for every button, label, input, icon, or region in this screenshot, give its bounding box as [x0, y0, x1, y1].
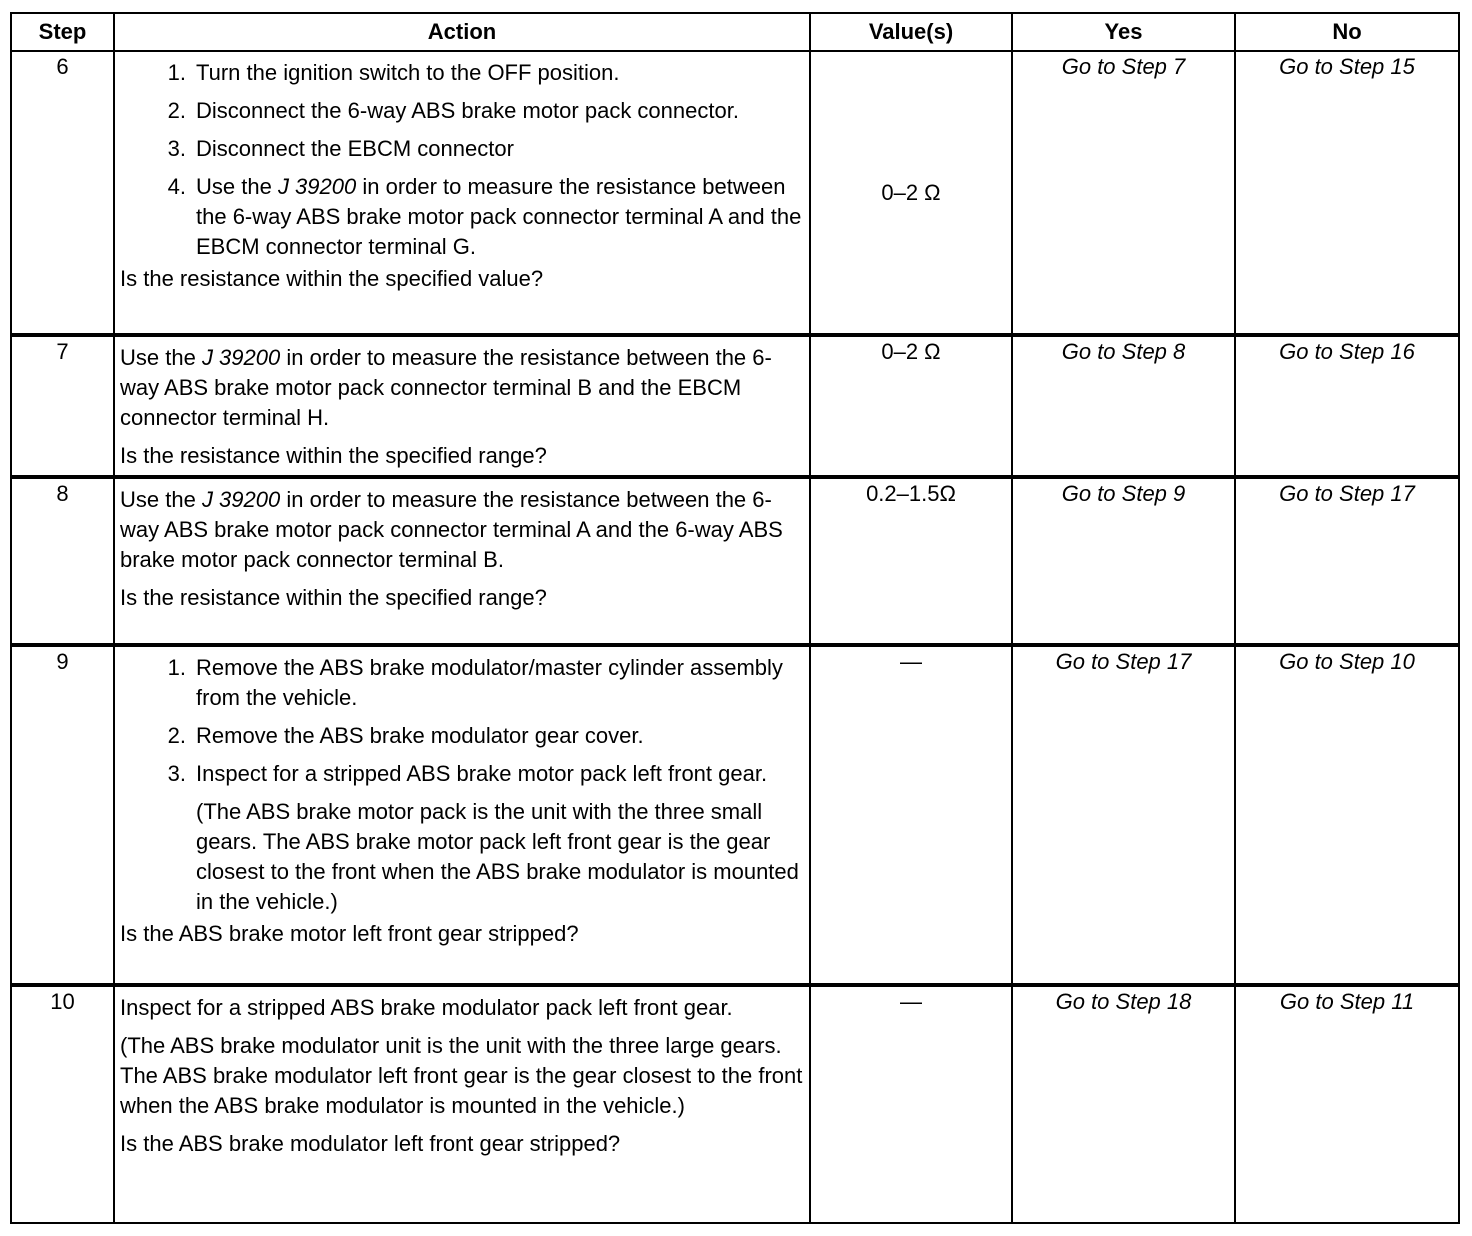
value-text: 0–2 Ω — [810, 335, 1012, 477]
action-step-text: Remove the ABS brake modulator gear cover. — [196, 723, 644, 748]
no-link[interactable]: Go to Step 15 — [1235, 51, 1459, 335]
note-text: (The ABS brake modulator unit is the unit with the three large gears. The ABS brake modulator left front gear is the gear closest to the front when the ABS brake modulator is mounted in the vehicle.) — [120, 1033, 803, 1118]
text-fragment: Use the — [120, 487, 202, 512]
text-fragment: Use the — [120, 345, 202, 370]
step-number: 7 — [11, 335, 114, 477]
question-text: Is the resistance within the specified value? — [120, 266, 544, 291]
table-row — [11, 477, 1459, 645]
no-link[interactable]: Go to Step 17 — [1235, 477, 1459, 645]
header-step: Step — [11, 13, 114, 51]
header-yes: Yes — [1012, 13, 1235, 51]
action-cell — [114, 645, 810, 985]
value-text: 0.2–1.5Ω — [810, 477, 1012, 645]
action-step — [120, 96, 803, 126]
header-no: No — [1235, 13, 1459, 51]
value-cell — [810, 51, 1012, 335]
header-row — [11, 13, 1459, 51]
diagnostic-table — [10, 12, 1460, 1224]
text-fragment: in order to measure the resistance between the 6-way ABS brake motor pack connector terminal A and the 6-way ABS brake motor pack connector terminal B. — [120, 487, 783, 572]
step-number: 6 — [11, 51, 114, 335]
action-step-text: Disconnect the EBCM connector — [196, 136, 514, 161]
action-step — [120, 134, 803, 164]
action-step-text: Inspect for a stripped ABS brake motor pack left front gear. — [196, 761, 768, 786]
action-text — [120, 343, 803, 433]
action-cell — [114, 477, 810, 645]
text-fragment: in order to measure the resistance between the 6-way ABS brake motor pack connector terminal A and the EBCM connector terminal G. — [196, 174, 802, 259]
action-step-number: 3. — [167, 761, 186, 786]
action-step — [120, 759, 803, 789]
action-step — [120, 172, 803, 262]
no-link[interactable]: Go to Step 11 — [1235, 985, 1459, 1223]
question-text: Is the ABS brake motor left front gear stripped? — [120, 921, 579, 946]
table-row — [11, 335, 1459, 477]
action-cell — [114, 985, 810, 1223]
action-cell — [114, 51, 810, 335]
yes-link[interactable]: Go to Step 8 — [1012, 335, 1235, 477]
question-text: Is the resistance within the specified range? — [120, 443, 547, 468]
action-step — [120, 721, 803, 751]
action-step-number: 1. — [167, 655, 186, 680]
diagnostic-page — [10, 12, 1458, 1224]
question-text: Is the resistance within the specified range? — [120, 585, 547, 610]
step-number: 9 — [11, 645, 114, 985]
value-text: — — [810, 985, 1012, 1223]
yes-link[interactable]: Go to Step 17 — [1012, 645, 1235, 985]
question-text: Is the ABS brake modulator left front gear stripped? — [120, 1131, 621, 1156]
action-step-number: 3. — [167, 136, 186, 161]
yes-link[interactable]: Go to Step 18 — [1012, 985, 1235, 1223]
table-row — [11, 645, 1459, 985]
step-number: 10 — [11, 985, 114, 1223]
yes-link[interactable]: Go to Step 7 — [1012, 51, 1235, 335]
text-fragment: in order to measure the resistance between the 6-way ABS brake motor pack connector terminal B and the EBCM connector terminal H. — [120, 345, 772, 430]
no-link[interactable]: Go to Step 16 — [1235, 335, 1459, 477]
action-step-text: Disconnect the 6-way ABS brake motor pack connector. — [196, 98, 739, 123]
action-step-text: Remove the ABS brake modulator/master cylinder assembly from the vehicle. — [196, 655, 783, 710]
action-step — [120, 653, 803, 713]
action-step-number: 1. — [167, 60, 186, 85]
action-step — [120, 58, 803, 88]
tool-name: J 39200 — [201, 345, 281, 370]
value-text: — — [810, 645, 1012, 985]
header-action: Action — [114, 13, 810, 51]
action-step-text — [196, 172, 803, 262]
action-step-number: 2. — [167, 98, 186, 123]
action-step-number: 4. — [167, 174, 186, 199]
table-row — [11, 51, 1459, 335]
action-step-number: 2. — [167, 723, 186, 748]
text-fragment: Use the — [196, 174, 278, 199]
tool-name: J 39200 — [201, 487, 281, 512]
value-text: 0–2 Ω — [881, 180, 941, 205]
table-row — [11, 985, 1459, 1223]
note-text: (The ABS brake motor pack is the unit with the three small gears. The ABS brake motor pack left front gear is the gear closest to the front when the ABS brake modulator is mounted in the vehicle.) — [196, 799, 799, 914]
action-text: Inspect for a stripped ABS brake modulator pack left front gear. — [120, 995, 733, 1020]
header-value: Value(s) — [810, 13, 1012, 51]
no-link[interactable]: Go to Step 10 — [1235, 645, 1459, 985]
step-number: 8 — [11, 477, 114, 645]
yes-link[interactable]: Go to Step 9 — [1012, 477, 1235, 645]
tool-name: J 39200 — [277, 174, 357, 199]
action-cell — [114, 335, 810, 477]
action-step-text: Turn the ignition switch to the OFF position. — [196, 60, 620, 85]
action-text — [120, 485, 803, 575]
